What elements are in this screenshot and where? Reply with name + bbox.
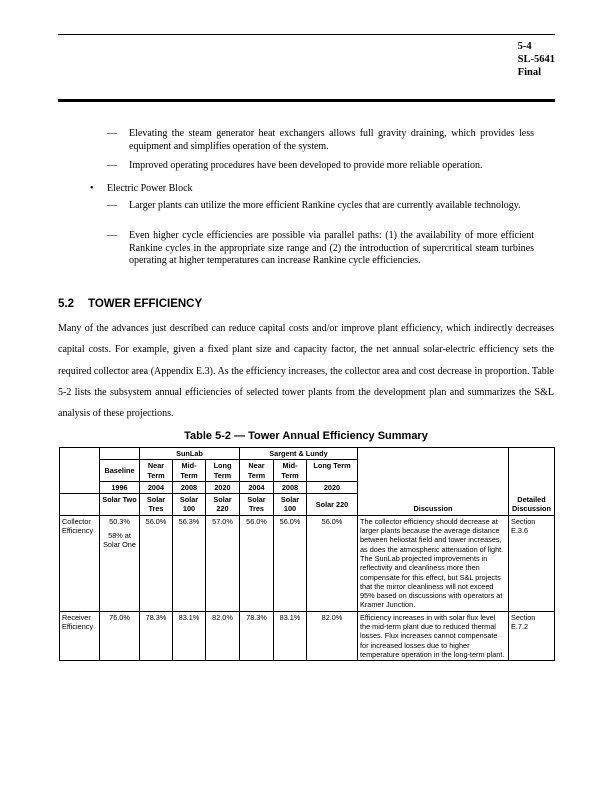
year-header: 2020 <box>307 481 358 493</box>
dash-marker: — <box>107 128 117 139</box>
value-cell: 56.3% <box>173 515 206 611</box>
term-header: Baseline <box>100 460 140 482</box>
section-number: 5.2 <box>58 298 74 310</box>
report-status: Final <box>517 67 541 78</box>
term-header: Near Term <box>140 460 173 482</box>
baseline-cell: 76.0% <box>100 611 140 660</box>
sunlab-group-header: SunLab <box>140 448 240 460</box>
plant-header: Solar 220 <box>307 494 358 516</box>
bullet-marker: • <box>90 183 94 194</box>
body-paragraph: Many of the advances just described can reduce capital costs and/or improve plant efficiency, which indirectly decreases capital costs. For example, given a fixed plant size and capacity factor, the net annual solar-electric efficiency sets the required collector area (Appendix E.3). As the efficiency increases, the collector area and cost decrease in proportion. Table 5-2 lists the subsystem annual efficiencies of selected tower plants from the development plan and summarizes the S&L analysis of these projections. <box>58 323 554 420</box>
detailed-cell: Section E.3.6 <box>509 515 555 611</box>
row-label: Collector Efficiency <box>60 515 100 611</box>
bullet-text: Electric Power Block <box>107 183 193 194</box>
dash-marker: — <box>107 160 117 171</box>
bullet-electric-power-block <box>90 183 534 196</box>
plant-header: Solar Two <box>100 494 140 516</box>
header-rule-top <box>58 34 555 35</box>
bullet-text: Improved operating procedures have been developed to provide more reliable operation. <box>129 160 483 171</box>
bullet-steam-generator <box>107 128 534 153</box>
plant-header: Solar Tres <box>140 494 173 516</box>
year-header: 2008 <box>173 481 206 493</box>
section-heading <box>58 298 202 310</box>
detailed-cell: Section E.7.2 <box>509 611 555 660</box>
bullet-text: Even higher cycle efficiencies are possible via parallel paths: (1) the availability of more efficient Rankine cycles in the appropriate size range and (2) the introduction of supercritical steam turbines operating at higher temperatures can increase Rankine cycle efficiencies. <box>129 230 534 266</box>
value-cell: 56.0% <box>240 515 274 611</box>
bullet-higher-cycle <box>107 230 534 268</box>
discussion-cell: The collector efficiency should decrease at larger plants because the average distance between heliostat field and tower increases, as does the atmospheric attenuation of light. The SunLab projected improvements in reflectivity and cleanliness more then compensate for this effect, but S&L projects that the mirror cleanliness will not exceed 95% based on discussions with operators at Kramer Junction. <box>358 515 509 611</box>
baseline-note: 58% at Solar One <box>103 531 136 550</box>
year-header: 1996 <box>100 481 140 493</box>
table-title: Table 5-2 — Tower Annual Efficiency Summary <box>184 430 428 442</box>
row-label: Receiver Efficiency <box>60 611 100 660</box>
year-header: 2004 <box>240 481 274 493</box>
plant-header: Solar 100 <box>173 494 206 516</box>
bullet-text: Elevating the steam generator heat exchangers allows full gravity draining, which provides less equipment and simplifies operation of the system. <box>129 128 534 152</box>
value-cell: 83.1% <box>173 611 206 660</box>
value-cell: 78.3% <box>240 611 274 660</box>
empty-label-cell <box>60 494 100 516</box>
value-cell: 83.1% <box>274 611 307 660</box>
dash-marker: — <box>107 230 117 241</box>
bullet-text: Larger plants can utilize the more efficient Rankine cycles that are currently available technology. <box>129 200 521 211</box>
plant-header: Solar 220 <box>206 494 240 516</box>
efficiency-summary-table <box>59 447 555 661</box>
baseline-cell <box>100 515 140 611</box>
detailed-discussion-header: Detailed Discussion <box>509 448 555 516</box>
value-cell: 57.0% <box>206 515 240 611</box>
page-number: 5-4 <box>517 41 532 52</box>
term-header: Long Term <box>206 460 240 482</box>
term-header: Mid-Term <box>274 460 307 482</box>
year-header: 2004 <box>140 481 173 493</box>
plant-header: Solar Tres <box>240 494 274 516</box>
value-cell: 78.3% <box>140 611 173 660</box>
bullet-operating-procedures <box>107 160 534 173</box>
discussion-header: Discussion <box>358 448 509 516</box>
empty-corner-cell <box>60 448 100 494</box>
term-header: Long Term <box>307 460 358 482</box>
value-cell: 56.0% <box>140 515 173 611</box>
document-identifier <box>518 40 555 79</box>
header-rule-bottom <box>58 99 555 102</box>
plant-header: Solar 100 <box>274 494 307 516</box>
table-row-receiver <box>60 611 555 660</box>
discussion-cell: Efficiency increases in with solar flux level the mid-term plant due to reduced thermal losses. Flux increases cannot compensate for increased losses due to higher temperature operation in the long-term plant. <box>358 611 509 660</box>
section-title: TOWER EFFICIENCY <box>88 298 203 310</box>
value-cell: 82.0% <box>206 611 240 660</box>
value-cell: 82.0% <box>307 611 358 660</box>
empty-group-cell <box>100 448 140 460</box>
year-header: 2020 <box>206 481 240 493</box>
baseline-value: 50.3% <box>109 516 130 526</box>
report-number: SL-5641 <box>517 54 555 65</box>
term-header: Near Term <box>240 460 274 482</box>
term-header: Mid-Term <box>173 460 206 482</box>
table-row-collector <box>60 515 555 611</box>
value-cell: 56.0% <box>307 515 358 611</box>
bullet-larger-plants <box>107 200 534 213</box>
group-header-row <box>60 448 555 460</box>
dash-marker: — <box>107 200 117 211</box>
value-cell: 56.0% <box>274 515 307 611</box>
year-header: 2008 <box>274 481 307 493</box>
sl-group-header: Sargent & Lundy <box>240 448 358 460</box>
